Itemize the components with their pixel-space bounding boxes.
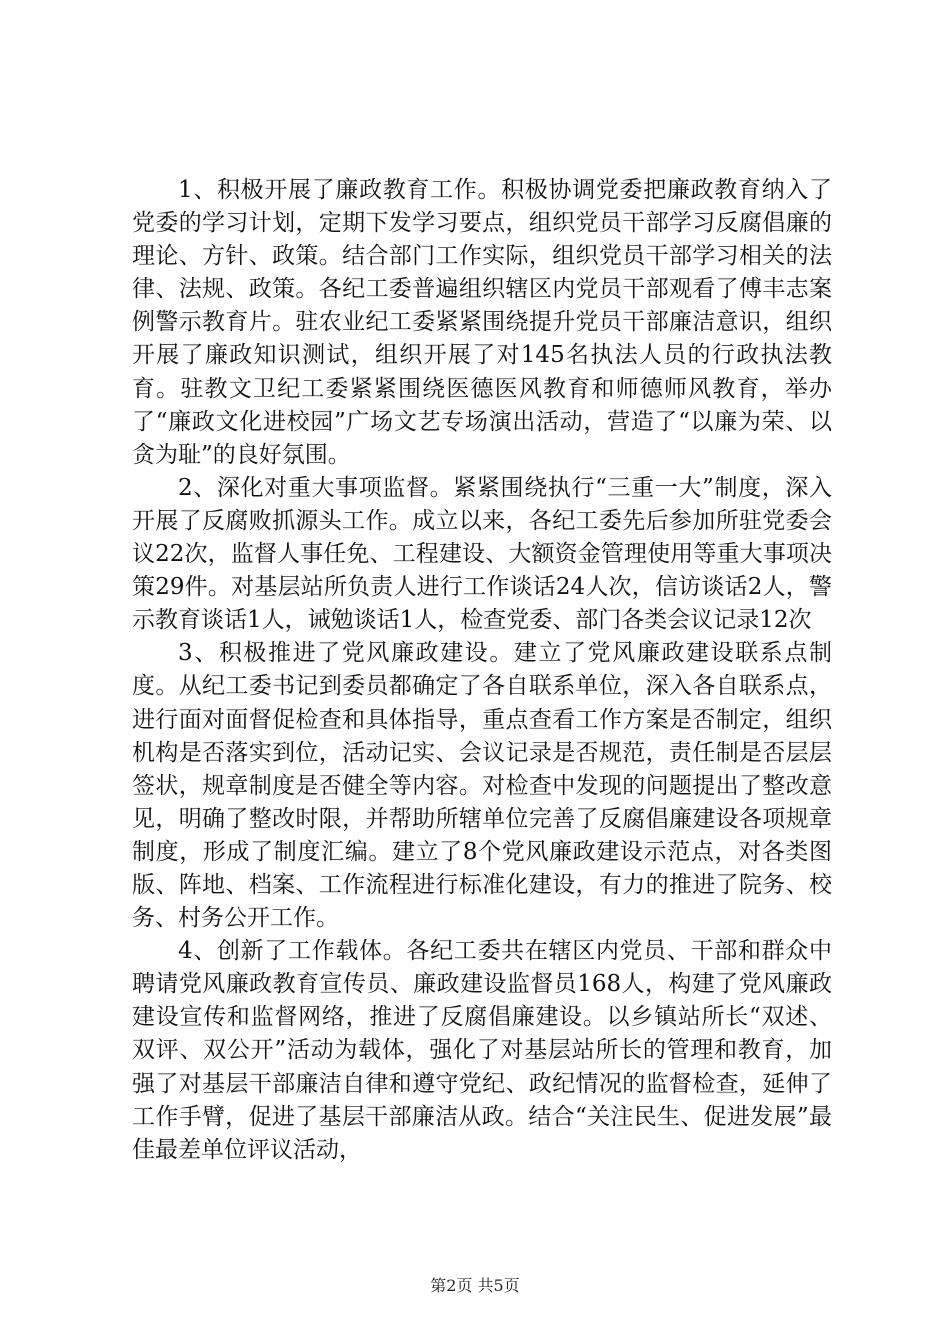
document-body xyxy=(132,174,832,1167)
paragraph-1: 1、积极开展了廉政教育工作。积极协调党委把廉政教育纳入了党委的学习计划，定期下发学习要点，组织党员干部学习反腐倡廉的理论、方针、政策。结合部门工作实际，组织党员干部学习相关的法律、法规、政策。各纪工委普遍组织辖区内党员干部观看了傅丰志案例警示教育片。驻农业纪工委紧紧围绕提升党员干部廉洁意识，组织开展了廉政知识测试，组织开展了对145名执法人员的行政执法教育。驻教文卫纪工委紧紧围绕医德医风教育和师德师风教育，举办了“廉政文化进校园”广场文艺专场演出活动，营造了“以廉为荣、以贪为耻”的良好氛围。 xyxy=(132,177,832,468)
paragraph-4: 4、创新了工作载体。各纪工委共在辖区内党员、干部和群众中聘请党风廉政教育宣传员、廉政建设监督员168人，构建了党风廉政建设宣传和监督网络，推进了反腐倡廉建设。以乡镇站所长“双述、双评、双公开”活动为载体，强化了对基层站所长的管理和教育，加强了对基层干部廉洁自律和遵守党纪、政纪情况的监督检查，延伸了工作手臂，促进了基层干部廉洁从政。结合“关注民生、促进发展”最佳最差单位评议活动， xyxy=(132,938,832,1163)
paragraph-2: 2、深化对重大事项监督。紧紧围绕执行“三重一大”制度，深入开展了反腐败抓源头工作。成立以来，各纪工委先后参加所驻党委会议22次，监督人事任免、工程建设、大额资金管理使用等重大事项决策29件。对基层站所负责人进行工作谈话24人次，信访谈话2人，警示教育谈话1人，诫勉谈话1人，检查党委、部门各类会议记录12次 xyxy=(132,474,832,634)
paragraph-3: 3、积极推进了党风廉政建设。建立了党风廉政建设联系点制度。从纪工委书记到委员都确定了各自联系单位，深入各自联系点，进行面对面督促检查和具体指导，重点查看工作方案是否制定，组织机构是否落实到位，活动记实、会议记录是否规范，责任制是否层层签状，规章制度是否健全等内容。对检查中发现的问题提出了整改意见，明确了整改时限，并帮助所辖单位完善了反腐倡廉建设各项规章制度，形成了制度汇编。建立了8个党风廉政建设示范点，对各类图版、阵地、档案、工作流程进行标准化建设，有力的推进了院务、校务、村务公开工作。 xyxy=(132,640,832,932)
page-number-footer: 第2页 共5页 xyxy=(430,1276,520,1295)
